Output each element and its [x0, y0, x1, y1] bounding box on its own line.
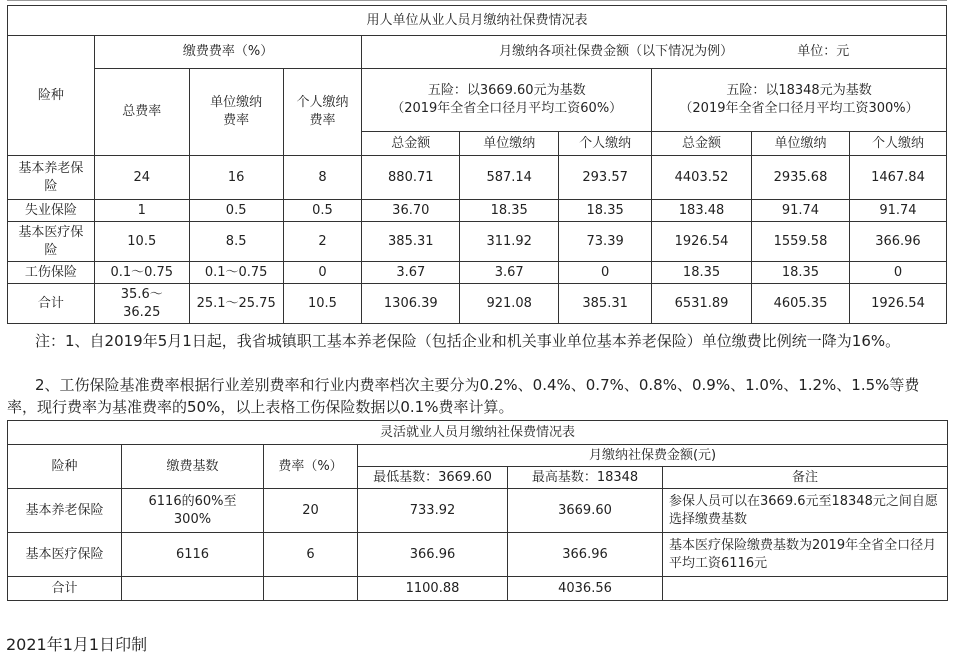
table-cell: 1100.88: [358, 577, 508, 601]
table1-title: 用人单位从业人员月缴纳社保费情况表: [8, 6, 947, 36]
table2-body: [8, 489, 948, 601]
table-cell: 73.39: [559, 222, 652, 262]
table-row: [8, 577, 948, 601]
table-cell: 6116: [122, 533, 264, 577]
header-total-rate: 总费率: [94, 69, 189, 156]
row-category-cell: 基本养老保险: [8, 489, 122, 533]
base-low-line1: 五险：以3669.60元为基数: [427, 83, 586, 99]
table-cell: 0: [559, 262, 652, 284]
header-amount-group: [362, 36, 947, 69]
t2-header-remark: 备注: [663, 467, 948, 489]
table-cell: 385.31: [559, 284, 652, 324]
print-date: 2021年1月1日印制: [6, 635, 148, 654]
header-rate-group: 缴费费率（%）: [94, 36, 362, 69]
header-base-low: [362, 69, 652, 132]
table-row: [8, 489, 948, 533]
table-cell: 0.1～0.75: [94, 262, 189, 284]
table-cell: 3669.60: [508, 489, 663, 533]
top-border: [7, 0, 947, 3]
table-cell: 366.96: [849, 222, 946, 262]
table-cell: 1306.39: [362, 284, 460, 324]
table-cell: 4403.52: [652, 156, 752, 200]
table-cell: 18.35: [752, 262, 850, 284]
base-low-line2: （2019年全省全口径月平均工资60%）: [391, 101, 623, 116]
table-cell: 880.71: [362, 156, 460, 200]
employer-social-insurance-table: [7, 5, 947, 324]
table-cell: 6: [264, 533, 358, 577]
table-cell: 0.5: [189, 200, 283, 222]
table-cell: 293.57: [559, 156, 652, 200]
table-cell: 10.5: [94, 222, 189, 262]
table-cell: 36.70: [362, 200, 460, 222]
table-cell: 18.35: [652, 262, 752, 284]
table-row: [8, 533, 948, 577]
remark-cell: 基本医疗保险缴费基数为2019年全省全口径月平均工资6116元: [663, 533, 948, 577]
header-unit-pay-high: 单位缴纳: [752, 132, 850, 156]
table-cell: [264, 577, 358, 601]
unit-rate-text: 单位缴纳费率: [210, 95, 263, 128]
amount-group-label: 月缴纳各项社保费金额（以下情况为例）: [499, 44, 734, 60]
table-cell: 10.5: [283, 284, 362, 324]
header-category: 险种: [8, 36, 95, 156]
table-cell: 91.74: [849, 200, 946, 222]
table-cell: 0: [283, 262, 362, 284]
table-cell: 3.67: [362, 262, 460, 284]
table-row: [8, 222, 947, 262]
table-cell: 366.96: [508, 533, 663, 577]
table-cell: 0.5: [283, 200, 362, 222]
table-cell: 1559.58: [752, 222, 850, 262]
table-cell: 18.35: [559, 200, 652, 222]
remark-cell: [663, 577, 948, 601]
table-cell: 20: [264, 489, 358, 533]
header-personal-rate: [283, 69, 362, 156]
table-cell: 1926.54: [849, 284, 946, 324]
table-cell: 2: [283, 222, 362, 262]
t2-header-amount-group: 月缴纳社保费金额(元): [358, 445, 948, 467]
table-cell: 8: [283, 156, 362, 200]
table-cell: [122, 577, 264, 601]
table-row: [8, 200, 947, 222]
table-cell: 24: [94, 156, 189, 200]
table-cell: 3.67: [460, 262, 559, 284]
t2-header-max-base: 最高基数：18348: [508, 467, 663, 489]
table-cell: 16: [189, 156, 283, 200]
table-cell: 4605.35: [752, 284, 850, 324]
table-cell: 1: [94, 200, 189, 222]
base-high-line1: 五险：以18348元为基数: [726, 83, 872, 99]
table-cell: 733.92: [358, 489, 508, 533]
table-row: [8, 284, 947, 324]
table-cell: 1467.84: [849, 156, 946, 200]
table-cell: 587.14: [460, 156, 559, 200]
table2-title: 灵活就业人员月缴纳社保费情况表: [8, 421, 948, 445]
table-cell: 311.92: [460, 222, 559, 262]
table-cell: 385.31: [362, 222, 460, 262]
table-cell: 6116的60%至300%: [122, 489, 264, 533]
base-high-line2: （2019年全省全口径月平均工资300%）: [679, 101, 919, 116]
table-cell: 183.48: [652, 200, 752, 222]
table-cell: 35.6～36.25: [94, 284, 189, 324]
table-row: [8, 262, 947, 284]
table-cell: 2935.68: [752, 156, 850, 200]
row-category-cell: 合计: [8, 577, 122, 601]
flexible-employment-table: [7, 420, 948, 601]
table-cell: 0.1～0.75: [189, 262, 283, 284]
table-cell: 921.08: [460, 284, 559, 324]
unit-label: 单位：元: [797, 44, 850, 60]
table-cell: 8.5: [189, 222, 283, 262]
table-cell: 4036.56: [508, 577, 663, 601]
t2-header-base: 缴费基数: [122, 445, 264, 489]
t2-header-min-base: 最低基数：3669.60: [358, 467, 508, 489]
row-category-cell: 工伤保险: [8, 262, 95, 284]
table-cell: 6531.89: [652, 284, 752, 324]
table-cell: 18.35: [460, 200, 559, 222]
note-2: 2、工伤保险基准费率根据行业差别费率和行业内费率档次主要分为0.2%、0.4%、0.7%、0.8%、0.9%、1.0%、1.2%、1.5%等费率，现行费率为基准费率的50%，以上表格工伤保险数据以0.1%费率计算。: [7, 376, 920, 416]
table-cell: 0: [849, 262, 946, 284]
table-cell: 25.1～25.75: [189, 284, 283, 324]
header-personal-pay-high: 个人缴纳: [849, 132, 946, 156]
header-personal-pay-low: 个人缴纳: [559, 132, 652, 156]
row-category-cell: 失业保险: [8, 200, 95, 222]
table-row: [8, 156, 947, 200]
header-base-high: [652, 69, 947, 132]
table-cell: 91.74: [752, 200, 850, 222]
personal-rate-text: 个人缴纳费率: [296, 95, 349, 128]
note-1: 注：1、自2019年5月1日起，我省城镇职工基本养老保险（包括企业和机关事业单位基本养老保险）单位缴费比例统一降为16%。: [35, 332, 901, 350]
row-category-cell: 基本医疗保险: [8, 222, 95, 262]
row-category-cell: 基本医疗保险: [8, 533, 122, 577]
header-total-amount-high: 总金额: [652, 132, 752, 156]
header-unit-rate: [189, 69, 283, 156]
header-total-amount-low: 总金额: [362, 132, 460, 156]
header-unit-pay-low: 单位缴纳: [460, 132, 559, 156]
table-cell: 1926.54: [652, 222, 752, 262]
table-cell: 366.96: [358, 533, 508, 577]
t2-header-rate: 费率（%）: [264, 445, 358, 489]
table1-body: [8, 156, 947, 324]
remark-cell: 参保人员可以在3669.6元至18348元之间自愿选择缴费基数: [663, 489, 948, 533]
t2-header-category: 险种: [8, 445, 122, 489]
row-category-cell: 基本养老保险: [8, 156, 95, 200]
row-category-cell: 合计: [8, 284, 95, 324]
